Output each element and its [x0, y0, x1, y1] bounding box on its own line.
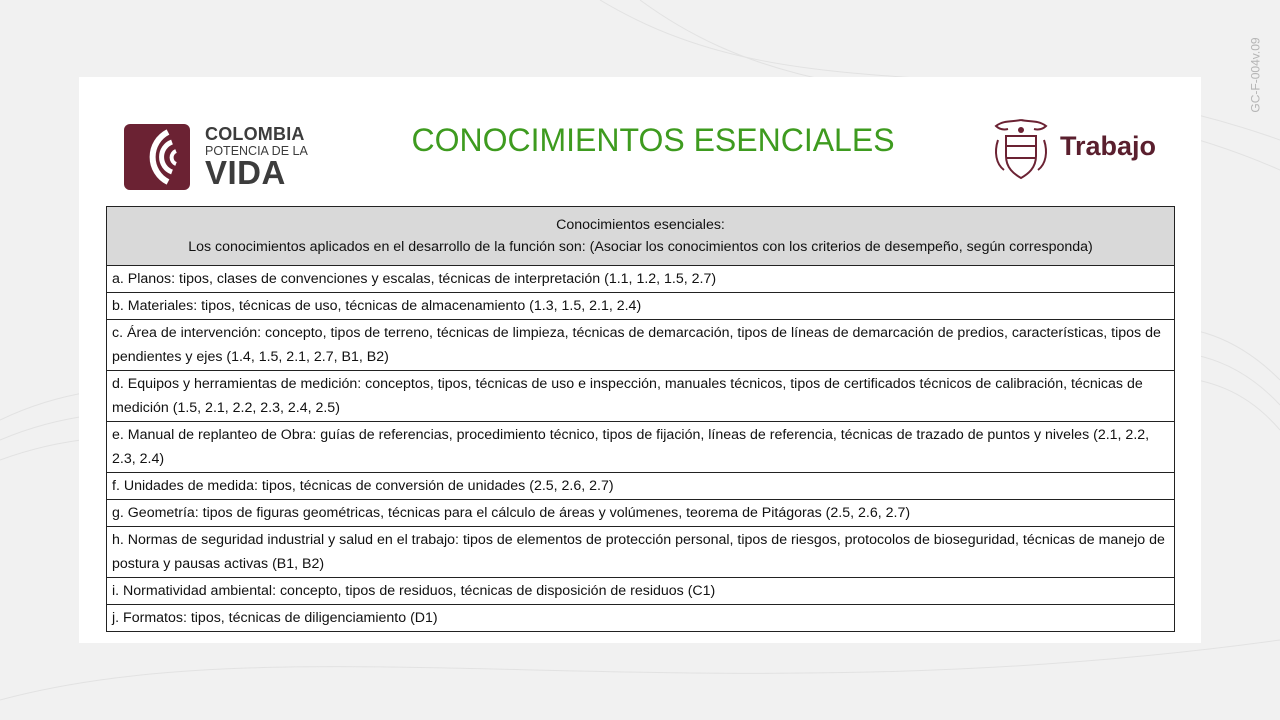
document-code [1236, 20, 1276, 130]
table-row [107, 578, 1175, 605]
table-header-row [107, 207, 1175, 266]
document-code-text: GC-F-004v.09 [1249, 37, 1264, 113]
table-cell-f: f. Unidades de medida: tipos, técnicas de conversión de unidades (2.5, 2.6, 2.7) [107, 473, 1175, 500]
page-title: CONOCIMIENTOS ESENCIALES [411, 122, 895, 158]
table-cell-e: e. Manual de replanteo de Obra: guías de referencias, procedimiento técnico, tipos de fijación, líneas de referencia, técnicas de trazado de puntos y niveles (2.1, 2.2, 2.3, 2.4) [107, 422, 1175, 473]
table-row [107, 371, 1175, 422]
table-header [107, 207, 1175, 266]
colombia-signal-logo-icon [124, 124, 190, 190]
table-row [107, 266, 1175, 293]
table-row [107, 473, 1175, 500]
logo-left-line2: POTENCIA DE LA [205, 144, 308, 158]
table-header-line2: Los conocimientos aplicados en el desarrollo de la función son: (Asociar los conocimientos con los criterios de desempeño, según corresponda) [188, 239, 1093, 255]
table-row [107, 422, 1175, 473]
logo-left-line1: COLOMBIA [205, 124, 305, 144]
table-cell-d: d. Equipos y herramientas de medición: conceptos, tipos, técnicas de uso e inspección, manuales técnicos, tipos de certificados técnicos de calibración, técnicas de medición (1.5, 2.1, 2.2, 2.3, 2.4, 2.5) [107, 371, 1175, 422]
table-row [107, 500, 1175, 527]
colombia-coat-of-arms-icon [990, 116, 1052, 182]
table-cell-g: g. Geometría: tipos de figuras geométricas, técnicas para el cálculo de áreas y volúmenes, teorema de Pitágoras (2.5, 2.6, 2.7) [107, 500, 1175, 527]
table-header-line1: Conocimientos esenciales: [556, 217, 725, 233]
table-cell-b: b. Materiales: tipos, técnicas de uso, técnicas de almacenamiento (1.3, 1.5, 2.1, 2.4) [107, 293, 1175, 320]
knowledge-table [106, 206, 1175, 632]
table-row [107, 320, 1175, 371]
table-cell-a: a. Planos: tipos, clases de convenciones y escalas, técnicas de interpretación (1.1, 1.2, 1.5, 2.7) [107, 266, 1175, 293]
table-cell-c: c. Área de intervención: concepto, tipos de terreno, técnicas de limpieza, técnicas de demarcación, tipos de líneas de demarcación de predios, características, tipos de pendientes y ejes (1.4, 1.5, 2.1, 2.7, B1, B2) [107, 320, 1175, 371]
logo-left-line3: VIDA [205, 154, 286, 191]
logo-right-word: Trabajo [1060, 131, 1157, 161]
table-cell-h: h. Normas de seguridad industrial y salud en el trabajo: tipos de elementos de protección personal, tipos de riesgos, protocolos de bioseguridad, técnicas de manejo de postura y pausas activas (B1, B2) [107, 527, 1175, 578]
colombia-potencia-logo [124, 124, 314, 190]
table-cell-j: j. Formatos: tipos, técnicas de diligenciamiento (D1) [107, 605, 1175, 632]
table-row [107, 527, 1175, 578]
table-row [107, 605, 1175, 632]
table-cell-i: i. Normatividad ambiental: concepto, tipos de residuos, técnicas de disposición de residuos (C1) [107, 578, 1175, 605]
table-row [107, 293, 1175, 320]
trabajo-logo [990, 116, 1170, 182]
